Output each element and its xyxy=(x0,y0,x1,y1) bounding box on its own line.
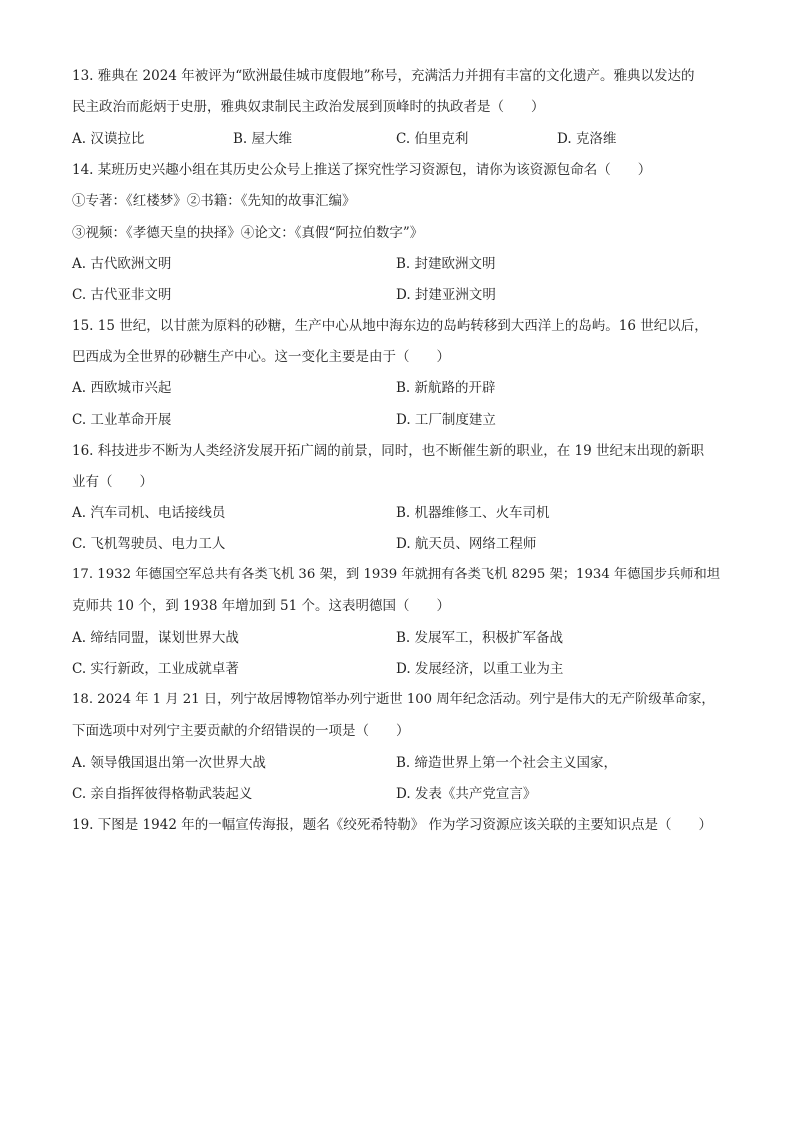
question-17-option-b: B. 发展军工，积极扩军备战 xyxy=(396,630,564,646)
question-15-option-d: D. 工厂制度建立 xyxy=(396,412,496,428)
question-15-option-b: B. 新航路的开辟 xyxy=(396,380,496,396)
question-19-line-1: 19. 下图是 1942 年的一幅宣传海报，题名《绞死希特勒》 作为学习资源应该关联的主要知识点是（ ） xyxy=(72,817,712,833)
question-16-option-c: C. 飞机驾驶员、电力工人 xyxy=(72,536,226,552)
question-15-option-a: A. 西欧城市兴起 xyxy=(72,380,172,396)
question-15-line-2: 巴西成为全世界的砂糖生产中心。这一变化主要是由于（ ） xyxy=(72,349,450,365)
question-18-option-b: B. 缔造世界上第一个社会主义国家， xyxy=(396,755,618,771)
question-13-option-b: B. 屋大维 xyxy=(233,131,293,147)
question-13-option-c: C. 伯里克利 xyxy=(396,131,469,147)
question-14-line-1: 14. 某班历史兴趣小组在其历史公众号上推送了探究性学习资源包，请你为该资源包命名（ ） xyxy=(72,162,652,178)
question-18-line-2: 下面选项中对列宁主要贡献的介绍错误的一项是（ ） xyxy=(72,723,410,739)
question-15-option-c: C. 工业革命开展 xyxy=(72,412,172,428)
question-18-line-1: 18. 2024 年 1 月 21 日，列宁故居博物馆举办列宁逝世 100 周年纪念活动。列宁是伟大的无产阶级革命家， xyxy=(72,692,715,707)
question-14-line-3: ③视频：《孝德天皇的抉择》④论文：《真假“阿拉伯数字”》 xyxy=(72,225,424,241)
question-16-option-b: B. 机器维修工、火车司机 xyxy=(396,505,550,521)
question-16-option-a: A. 汽车司机、电话接线员 xyxy=(72,505,226,521)
question-18-option-d: D. 发表《共产党宣言》 xyxy=(396,786,537,802)
question-14-option-d: D. 封建亚洲文明 xyxy=(396,287,496,303)
question-17-line-1: 17. 1932 年德国空军总共有各类飞机 36 架，到 1939 年就拥有各类飞机 8295 架；1934 年德国步兵师和坦 xyxy=(72,567,720,582)
question-15-line-1: 15. 15 世纪，以甘蔗为原料的砂糖，生产中心从地中海东边的岛屿转移到大西洋上的岛屿。16 世纪以后， xyxy=(72,318,708,334)
question-17-option-c: C. 实行新政，工业成就卓著 xyxy=(72,661,239,677)
question-16-option-d: D. 航天员、网络工程师 xyxy=(396,536,537,552)
question-13-option-d: D. 克洛维 xyxy=(557,131,617,147)
question-18-option-c: C. 亲自指挥彼得格勒武装起义 xyxy=(72,786,253,802)
question-13-option-a: A. 汉谟拉比 xyxy=(72,131,145,147)
question-14-option-b: B. 封建欧洲文明 xyxy=(396,256,496,272)
question-17-line-2: 克师共 10 个，到 1938 年增加到 51 个。这表明德国（ ） xyxy=(72,598,450,614)
question-13-line-1: 13. 雅典在 2024 年被评为“欧洲最佳城市度假地”称号，充满活力并拥有丰富的文化遗产。雅典以发达的 xyxy=(72,68,695,84)
question-18-option-a: A. 领导俄国退出第一次世界大战 xyxy=(72,755,266,771)
question-17-option-d: D. 发展经济，以重工业为主 xyxy=(396,661,564,677)
question-14-option-a: A. 古代欧洲文明 xyxy=(72,256,172,272)
question-16-line-2: 业有（ ） xyxy=(72,474,153,490)
question-13-line-2: 民主政治而彪炳于史册，雅典奴隶制民主政治发展到顶峰时的执政者是（ ） xyxy=(72,99,545,115)
question-17-option-a: A. 缔结同盟，谋划世界大战 xyxy=(72,630,239,646)
question-14-line-2: ①专著：《红楼梦》②书籍：《先知的故事汇编》 xyxy=(72,193,356,209)
question-16-line-1: 16. 科技进步不断为人类经济发展开拓广阔的前景，同时，也不断催生新的职业，在 19 世纪末出现的新职 xyxy=(72,443,705,459)
question-14-option-c: C. 古代亚非文明 xyxy=(72,287,172,303)
